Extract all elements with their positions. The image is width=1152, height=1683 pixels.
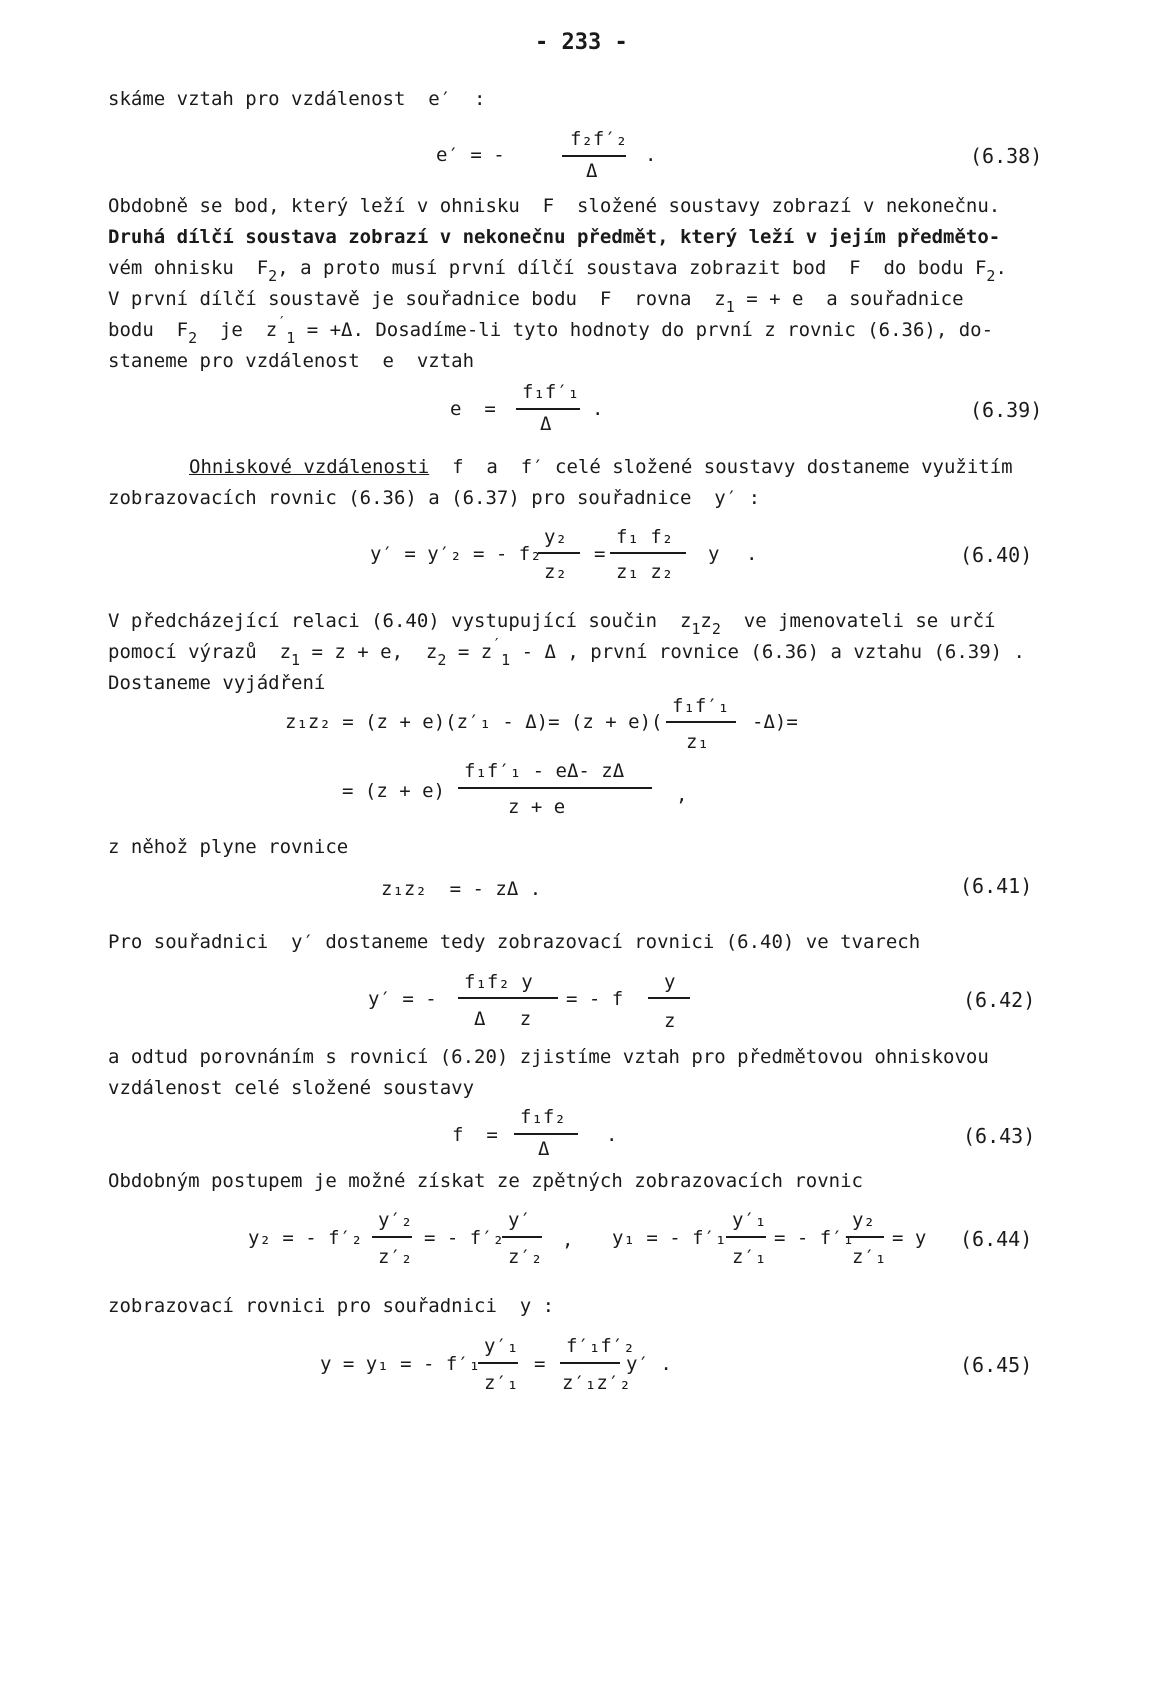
fraction-bar [562, 155, 626, 157]
fraction-numerator: f₁f′₁ - eΔ- zΔ [464, 760, 625, 782]
fraction-numerator: y′₂ [378, 1209, 413, 1231]
fraction-bar [458, 997, 558, 999]
text-line: V předcházející relaci (6.40) vystupující součin $z_1z_2$ ve jmenovateli se určí [108, 610, 996, 638]
fraction-numerator: y′₁ [484, 1335, 519, 1357]
fraction-bar [666, 721, 736, 723]
punctuation: . [592, 398, 604, 420]
equation-number: (6.42) [963, 988, 1036, 1012]
text-line: bodu $F_2$ je $z'_1 = +\Delta$. Dosadíme-li tyto hodnoty do první z rovnic (6.36), do- [108, 313, 994, 347]
fraction-numerator: f₁f′₁ [672, 695, 730, 717]
equation-lhs: y′ = y′₂ = - f₂ [370, 543, 542, 565]
text-line: a odtud porovnáním s rovnicí (6.20) zjistíme vztah pro předmětovou ohniskovou [108, 1046, 989, 1068]
fraction-bar [648, 997, 690, 999]
equation-lhs: z₁z₂ = (z + e)(z′₁ - Δ)= (z + e)( [285, 711, 663, 733]
equation-number: (6.39) [970, 398, 1043, 422]
fraction-denominator: z + e [508, 796, 566, 818]
fraction-denominator: z′₁ [732, 1246, 767, 1268]
fraction-numerator: f₁f₂ [520, 1106, 566, 1128]
fraction-numerator: y′ [508, 1209, 531, 1231]
text-line: Obdobným postupem je možné získat ze zpětných zobrazovacích rovnic [108, 1170, 863, 1192]
equation-lhs: y = y₁ = - f′₁ [320, 1353, 481, 1375]
fraction-numerator: f₁f′₁ [522, 381, 580, 403]
text-line: Obdobně se bod, který leží v ohnisku F složené soustavy zobrazí v nekonečnu. [108, 195, 1001, 217]
fraction-numerator: y₂ [852, 1209, 875, 1231]
text-line: vzdálenost celé složené soustavy [108, 1077, 475, 1099]
fraction-bar [726, 1236, 766, 1238]
underlined-term: Ohniskové vzdálenosti [189, 456, 430, 478]
fraction-denominator: z₁ [686, 731, 709, 753]
fraction-denominator: z′₁ [852, 1246, 887, 1268]
fraction-denominator: z₁ z₂ [616, 561, 674, 583]
equation-mid: = - f′₁ [774, 1227, 855, 1249]
fraction-bar [610, 552, 686, 554]
fraction-denominator: Δ z [474, 1008, 532, 1030]
fraction-denominator: z [664, 1010, 676, 1032]
fraction-denominator: z′₁ [484, 1372, 519, 1394]
text-line: staneme pro vzdálenost e vztah [108, 350, 475, 372]
equation-rhs: y′ . [626, 1353, 672, 1375]
fraction-bar [502, 1236, 542, 1238]
text-line: V první dílčí soustavě je souřadnice bodu F rovna $z_1$ = + e a souřadnice [108, 288, 964, 316]
text-line: zobrazovacích rovnic (6.36) a (6.37) pro souřadnice y′ : [108, 487, 761, 509]
punctuation: . [606, 1124, 618, 1146]
equation-lhs: y₂ = - f′₂ [248, 1227, 363, 1249]
fraction-bar [560, 1362, 620, 1364]
equation-number: (6.43) [963, 1124, 1036, 1148]
text-line: skáme vztah pro vzdálenost e′ : [108, 88, 486, 110]
fraction-numerator: f₂f′₂ [570, 128, 628, 150]
fraction-denominator: Δ [538, 1138, 550, 1160]
text-line: Pro souřadnici y′ dostaneme tedy zobrazovací rovnici (6.40) ve tvarech [108, 931, 921, 953]
text-line: pomocí výrazů $z_1 = z + e$, $z_2 = z'_1 - \Delta$ , první rovnice (6.36) a vztahu (6.39) . [108, 635, 1025, 669]
fraction-numerator: f₁ f₂ [616, 526, 674, 548]
fraction-bar [516, 408, 580, 410]
fraction-bar [514, 1133, 578, 1135]
punctuation: . [746, 543, 758, 565]
text-line: vém ohnisku $F_2$, a proto musí první dílčí soustava zobrazit bod F do bodu $F_2$. [108, 257, 1007, 285]
fraction-numerator: f₁f₂ y [464, 971, 533, 993]
equation-lhs: f = [452, 1124, 498, 1146]
fraction-denominator: z′₂ [378, 1246, 413, 1268]
fraction-numerator: y′₁ [732, 1209, 767, 1231]
equation-rhs: -Δ)= [752, 711, 798, 733]
equation-number: (6.44) [960, 1227, 1033, 1251]
equation-number: (6.45) [960, 1353, 1033, 1377]
text-line: Dostaneme vyjádření [108, 672, 326, 694]
text-line: Druhá dílčí soustava zobrazí v nekonečnu předmět, který leží v jejím předměto- [108, 226, 1001, 248]
equation-rhs: = y [892, 1227, 927, 1249]
fraction-bar [372, 1236, 412, 1238]
equation: z₁z₂ = - zΔ . [381, 878, 542, 900]
equation-mid: = - f [566, 988, 624, 1010]
fraction-numerator: f′₁f′₂ [566, 1335, 635, 1357]
equals-sign: = [594, 543, 606, 565]
equation-mid: = - f′₂ [424, 1227, 505, 1249]
equation-lhs: y₁ = - f′₁ [612, 1227, 727, 1249]
equation-number: (6.38) [970, 144, 1043, 168]
punctuation: , [676, 784, 688, 806]
equation-lhs: = (z + e) [342, 780, 445, 802]
punctuation: . [645, 144, 657, 166]
text-line: Ohniskové vzdálenosti f a f′ celé složené soustavy dostaneme využitím [189, 456, 1013, 478]
fraction-denominator: Δ [540, 413, 552, 435]
punctuation: , [562, 1229, 574, 1251]
text-line: z něhož plyne rovnice [108, 836, 349, 858]
fraction-bar [478, 1362, 518, 1364]
text-line: zobrazovací rovnici pro souřadnici y : [108, 1295, 555, 1317]
fraction-bar [458, 787, 652, 789]
equation-lhs: e′ = - [436, 144, 505, 166]
fraction-denominator: z′₁z′₂ [562, 1372, 631, 1394]
equation-lhs: y′ = - [368, 988, 437, 1010]
equation-number: (6.41) [960, 874, 1033, 898]
equation-number: (6.40) [960, 543, 1033, 567]
fraction-bar [538, 552, 580, 554]
fraction-numerator: y [664, 971, 676, 993]
fraction-denominator: z′₂ [508, 1246, 543, 1268]
fraction-denominator: Δ [586, 160, 598, 182]
equation-lhs: e = [450, 398, 496, 420]
fraction-denominator: z₂ [544, 561, 567, 583]
fraction-bar [846, 1236, 884, 1238]
page-number: - 233 - [535, 30, 628, 55]
equation-rhs: y [708, 543, 720, 565]
fraction-numerator: y₂ [544, 526, 567, 548]
equals-sign: = [534, 1353, 546, 1375]
